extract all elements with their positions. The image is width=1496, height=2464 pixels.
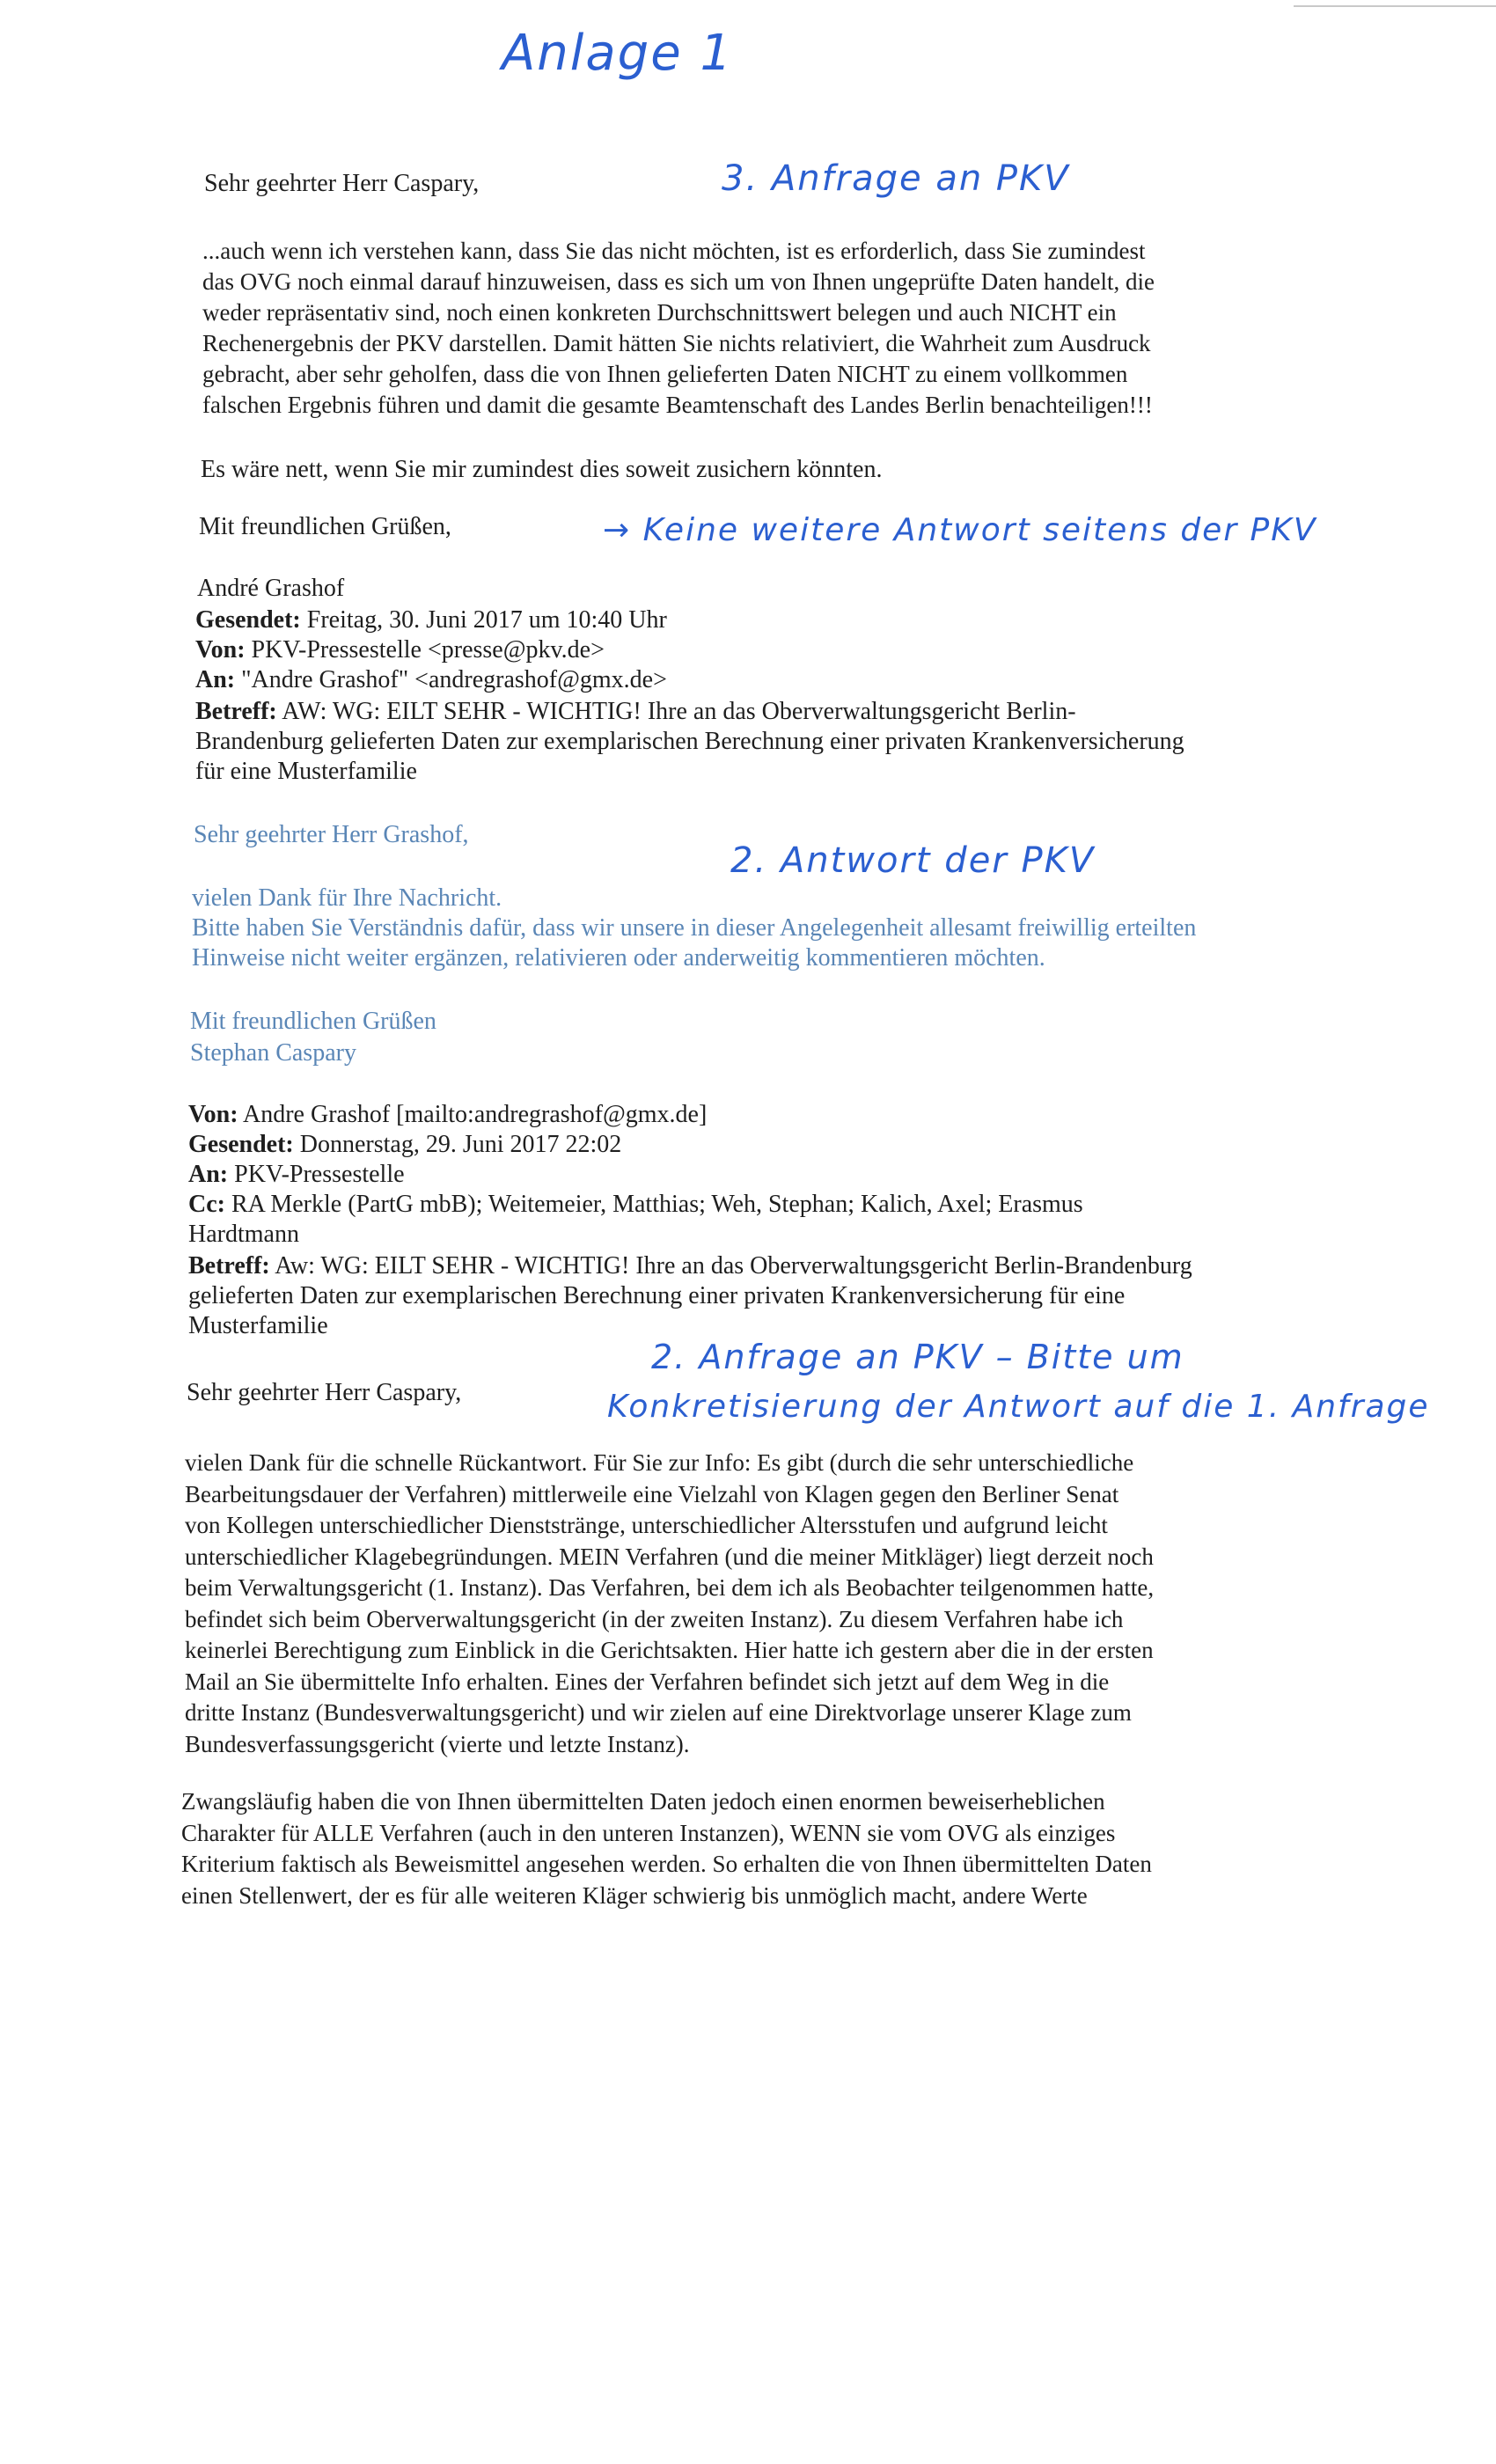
- mail1-subject: [188, 1251, 1192, 1281]
- mail2-sent-label: Gesendet:: [195, 606, 301, 634]
- handwritten-note-no-further-answer: → Keine weitere Antwort seitens der PKV: [603, 512, 1317, 548]
- mail1-salutation: Sehr geehrter Herr Caspary,: [187, 1379, 462, 1406]
- mail3-signature: André Grashof: [197, 575, 345, 602]
- mail2-sent-value: Freitag, 30. Juni 2017 um 10:40 Uhr: [300, 606, 667, 634]
- mail1-paragraph-line: von Kollegen unterschiedlicher Dienststränge, unterschiedlicher Altersstufen und aufgrund leicht: [185, 1512, 1108, 1538]
- mail1-to: [188, 1160, 405, 1190]
- handwritten-note-third-request: 3. Anfrage an PKV: [722, 158, 1070, 199]
- mail1-paragraph-line: Charakter für ALLE Verfahren (auch in den unteren Instanzen), WENN sie vom OVG als einziges: [181, 1819, 1116, 1846]
- mail1-subject-label: Betreff:: [188, 1252, 270, 1280]
- mail1-sent-value: Donnerstag, 29. Juni 2017 22:02: [293, 1131, 622, 1158]
- mail1-paragraph-line: vielen Dank für die schnelle Rückantwort. Für Sie zur Info: Es gibt (durch die sehr unterschiedliche: [185, 1449, 1134, 1476]
- mail2-from-label: Von:: [195, 636, 246, 664]
- mail1-to-label: An:: [188, 1161, 229, 1188]
- mail1-from: [188, 1100, 707, 1130]
- mail2-from-value: PKV-Pressestelle <presse@pkv.de>: [245, 636, 605, 664]
- handwritten-title: Anlage 1: [502, 25, 734, 82]
- mail1-paragraph-line: keinerlei Berechtigung zum Einblick in die Gerichtsakten. Hier hatte ich gestern aber die in der ersten: [185, 1637, 1154, 1663]
- mail1-subject-line1: Aw: WG: EILT SEHR - WICHTIG! Ihre an das Oberverwaltungsgericht Berlin-Brandenburg: [269, 1252, 1192, 1280]
- handwritten-note-second-request-line2: Konkretisierung der Antwort auf die 1. Anfrage: [607, 1389, 1430, 1425]
- mail1-paragraph-2: [181, 1786, 1152, 1911]
- mail2-sent: [195, 605, 667, 635]
- mail3-closing: Mit freundlichen Grüßen,: [199, 513, 451, 540]
- handwritten-note-second-request-line1: 2. Anfrage an PKV – Bitte um: [651, 1338, 1184, 1376]
- mail3-body-request: Es wäre nett, wenn Sie mir zumindest dies soweit zusichern könnten.: [201, 456, 883, 483]
- mail2-body-line1: vielen Dank für Ihre Nachricht.: [192, 884, 502, 912]
- mail1-from-value: Andre Grashof [mailto:andregrashof@gmx.de]: [238, 1101, 708, 1128]
- mail2-signature: Stephan Caspary: [190, 1039, 356, 1067]
- mail2-to-label: An:: [195, 666, 236, 693]
- mail3-body-line: ...auch wenn ich verstehen kann, dass Sie das nicht möchten, ist es erforderlich, dass Sie zumindest: [202, 238, 1146, 264]
- mail1-paragraph-line: Bearbeitungsdauer der Verfahren) mittlerweile eine Vielzahl von Klagen gegen den Berliner Senat: [185, 1480, 1119, 1507]
- mail1-subject-line2: gelieferten Daten zur exemplarischen Berechnung einer privaten Krankenversicherung für eine: [188, 1282, 1126, 1309]
- mail1-cc-line2: Hardtmann: [188, 1221, 299, 1248]
- mail2-to: [195, 665, 667, 695]
- mail1-from-label: Von:: [188, 1101, 238, 1128]
- mail2-subject-label: Betreff:: [195, 698, 277, 725]
- mail1-paragraph-line: unterschiedlicher Klagebegründungen. MEIN Verfahren (und die meiner Mitkläger) liegt derzeit noch: [185, 1543, 1154, 1570]
- mail1-paragraph-line: dritte Instanz (Bundesverwaltungsgericht) und wir zielen auf eine Direktvorlage unserer Klage zum: [185, 1699, 1132, 1726]
- mail2-subject-line3: für eine Musterfamilie: [195, 758, 417, 785]
- mail3-body-line: falschen Ergebnis führen und damit die gesamte Beamtenschaft des Landes Berlin benachteiligen!!!: [202, 392, 1153, 418]
- mail3-body-line: Rechenergebnis der PKV darstellen. Damit hätten Sie nichts relativiert, die Wahrheit zum Ausdruck: [202, 330, 1151, 356]
- mail2-salutation: Sehr geehrter Herr Grashof,: [194, 821, 469, 848]
- handwritten-note-second-answer: 2. Antwort der PKV: [730, 840, 1096, 881]
- mail1-paragraph-line: Zwangsläufig haben die von Ihnen übermittelten Daten jedoch einen enormen beweiserheblichen: [181, 1788, 1105, 1815]
- mail1-sent-label: Gesendet:: [188, 1131, 294, 1158]
- mail1-paragraph-line: Kriterium faktisch als Beweismittel angesehen werden. So erhalten die von Ihnen übermittelten Daten: [181, 1851, 1152, 1877]
- mail1-cc: [188, 1190, 1083, 1220]
- mail1-paragraph-line: einen Stellenwert, der es für alle weiteren Kläger schwierig bis unmöglich macht, andere Werte: [181, 1881, 1088, 1909]
- mail3-body-line: das OVG noch einmal darauf hinzuweisen, dass es sich um von Ihnen ungeprüfte Daten handelt, die: [202, 268, 1155, 295]
- mail1-paragraph-line: Bundesverfassungsgericht (vierte und letzte Instanz).: [185, 1730, 690, 1757]
- mail1-subject-line3: Musterfamilie: [188, 1312, 328, 1339]
- mail3-body-line: gebracht, aber sehr geholfen, dass die von Ihnen gelieferten Daten NICHT zu einem vollkommen: [202, 361, 1128, 387]
- mail1-paragraph-line: Mail an Sie übermittelte Info erhalten. Eines der Verfahren befindet sich jetzt auf dem Weg in die: [185, 1668, 1110, 1695]
- mail1-cc-line1: RA Merkle (PartG mbB); Weitemeier, Matthias; Weh, Stephan; Kalich, Axel; Erasmus: [224, 1191, 1083, 1218]
- mail1-cc-label: Cc:: [188, 1191, 225, 1218]
- mail1-paragraph-line: beim Verwaltungsgericht (1. Instanz). Das Verfahren, bei dem ich als Beobachter teilgenommen hatte,: [185, 1574, 1155, 1601]
- mail2-subject: [195, 697, 1076, 727]
- mail2-from: [195, 635, 605, 665]
- mail1-paragraph-1: [185, 1448, 1154, 1760]
- mail1-paragraph-line: befindet sich beim Oberverwaltungsgericht (in der zweiten Instanz). Zu diesem Verfahren habe ich: [185, 1605, 1124, 1632]
- mail2-to-value: "Andre Grashof" <andregrashof@gmx.de>: [235, 666, 667, 693]
- mail2-subject-line1: AW: WG: EILT SEHR - WICHTIG! Ihre an das Oberverwaltungsgericht Berlin-: [276, 698, 1076, 725]
- mail3-body: [202, 236, 1155, 421]
- mail2-closing: Mit freundlichen Grüßen: [190, 1008, 436, 1035]
- mail1-sent: [188, 1130, 621, 1160]
- mail3-salutation: Sehr geehrter Herr Caspary,: [204, 170, 480, 197]
- mail2-subject-line2: Brandenburg gelieferten Daten zur exemplarischen Berechnung einer privaten Krankenversicherung: [195, 728, 1184, 755]
- mail2-body-line2: Bitte haben Sie Verständnis dafür, dass wir unsere in dieser Angelegenheit allesamt freiwillig erteilten: [192, 914, 1197, 942]
- mail2-body-line3: Hinweise nicht weiter ergänzen, relativieren oder anderweitig kommentieren möchten.: [192, 944, 1045, 972]
- mail1-to-value: PKV-Pressestelle: [228, 1161, 405, 1188]
- mail3-body-line: weder repräsentativ sind, noch einen konkreten Durchschnittswert belegen und auch NICHT ein: [202, 299, 1117, 326]
